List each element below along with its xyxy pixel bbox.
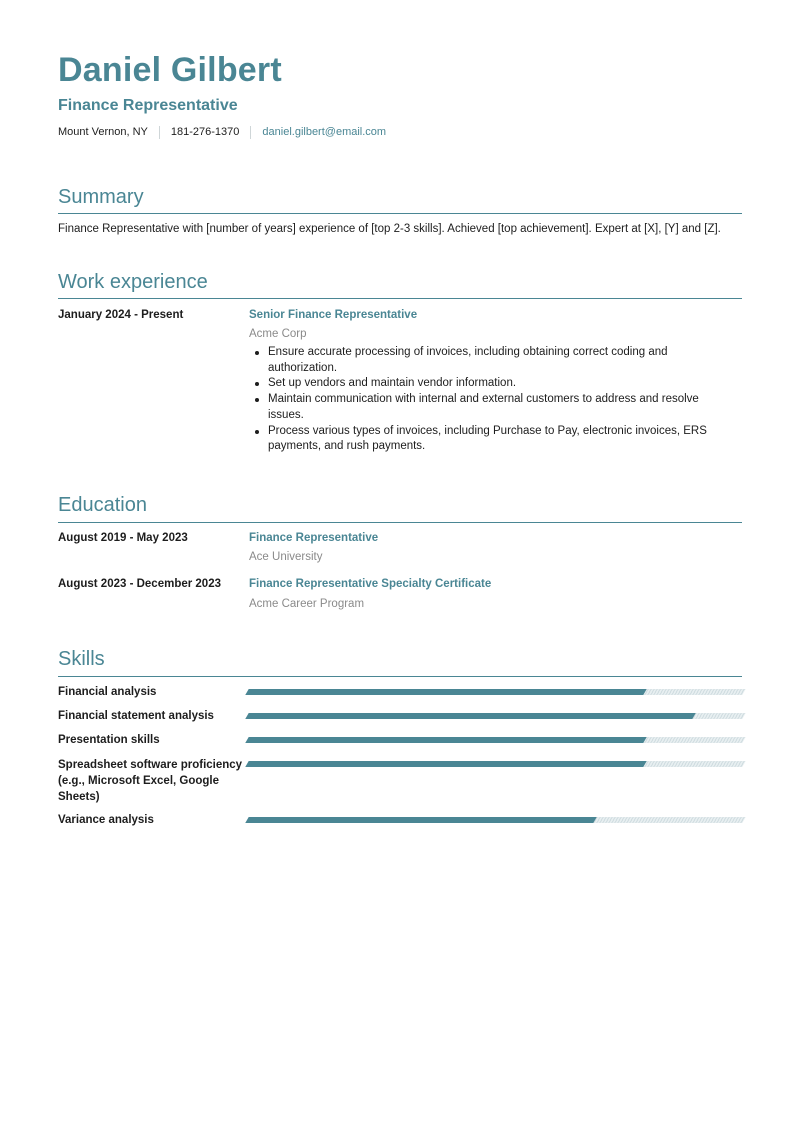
summary-text: Finance Representative with [number of years] experience of [top 2-3 skills]. Achieved [top achievement]. Expert at [X], [Y] and [Z]. — [58, 223, 721, 235]
candidate-name: Daniel Gilbert — [58, 51, 282, 89]
contact-line — [58, 124, 386, 140]
skill-level-fill — [245, 713, 696, 719]
education-school: Ace University — [249, 551, 323, 563]
skill-name: Financial statement analysis — [58, 710, 214, 722]
skill-name: Variance analysis — [58, 814, 154, 826]
skill-name: Spreadsheet software proficiency (e.g., Microsoft Excel, Google Sheets) — [58, 759, 243, 803]
job-date: January 2024 - Present — [58, 309, 184, 321]
contact-divider — [159, 126, 160, 139]
section-divider — [58, 522, 742, 523]
section-divider — [58, 213, 742, 214]
skill-name: Presentation skills — [58, 734, 160, 746]
candidate-title: Finance Representative — [58, 97, 238, 114]
section-divider — [58, 676, 742, 677]
education-date: August 2019 - May 2023 — [58, 532, 188, 544]
job-bullet: Process various types of invoices, including Purchase to Pay, electronic invoices, ERS payments, and rush payments. — [249, 424, 729, 455]
skill-name: Financial analysis — [58, 686, 157, 698]
skill-level-fill — [245, 689, 646, 695]
skill-level-bar — [245, 689, 745, 695]
email-link[interactable]: daniel.gilbert@email.com — [262, 126, 387, 138]
job-title: Senior Finance Representative — [249, 309, 418, 321]
education-heading: Education — [58, 494, 147, 516]
skill-level-fill — [245, 761, 646, 767]
skill-level-fill — [245, 817, 596, 823]
job-bullet: Ensure accurate processing of invoices, including obtaining correct coding and authorization. — [249, 345, 729, 376]
job-company: Acme Corp — [249, 328, 307, 340]
skill-level-bar — [245, 713, 745, 719]
contact-divider — [250, 126, 251, 139]
education-date: August 2023 - December 2023 — [58, 578, 221, 590]
skill-level-fill — [245, 737, 646, 743]
skill-level-bar — [245, 817, 745, 823]
skills-heading: Skills — [58, 648, 105, 670]
job-bullet-list — [249, 345, 729, 455]
section-divider — [58, 298, 742, 299]
phone-text: 181-276-1370 — [170, 126, 240, 138]
education-degree: Finance Representative Specialty Certificate — [249, 578, 492, 590]
education-school: Acme Career Program — [249, 598, 365, 610]
job-bullet: Set up vendors and maintain vendor information. — [249, 376, 729, 392]
work-experience-heading: Work experience — [58, 271, 208, 293]
education-degree: Finance Representative — [249, 532, 379, 544]
location-text: Mount Vernon, NY — [58, 126, 148, 138]
skill-level-bar — [245, 737, 745, 743]
job-bullet: Maintain communication with internal and external customers to address and resolve issues. — [249, 392, 729, 423]
skill-level-bar — [245, 761, 745, 767]
summary-heading: Summary — [58, 186, 144, 208]
